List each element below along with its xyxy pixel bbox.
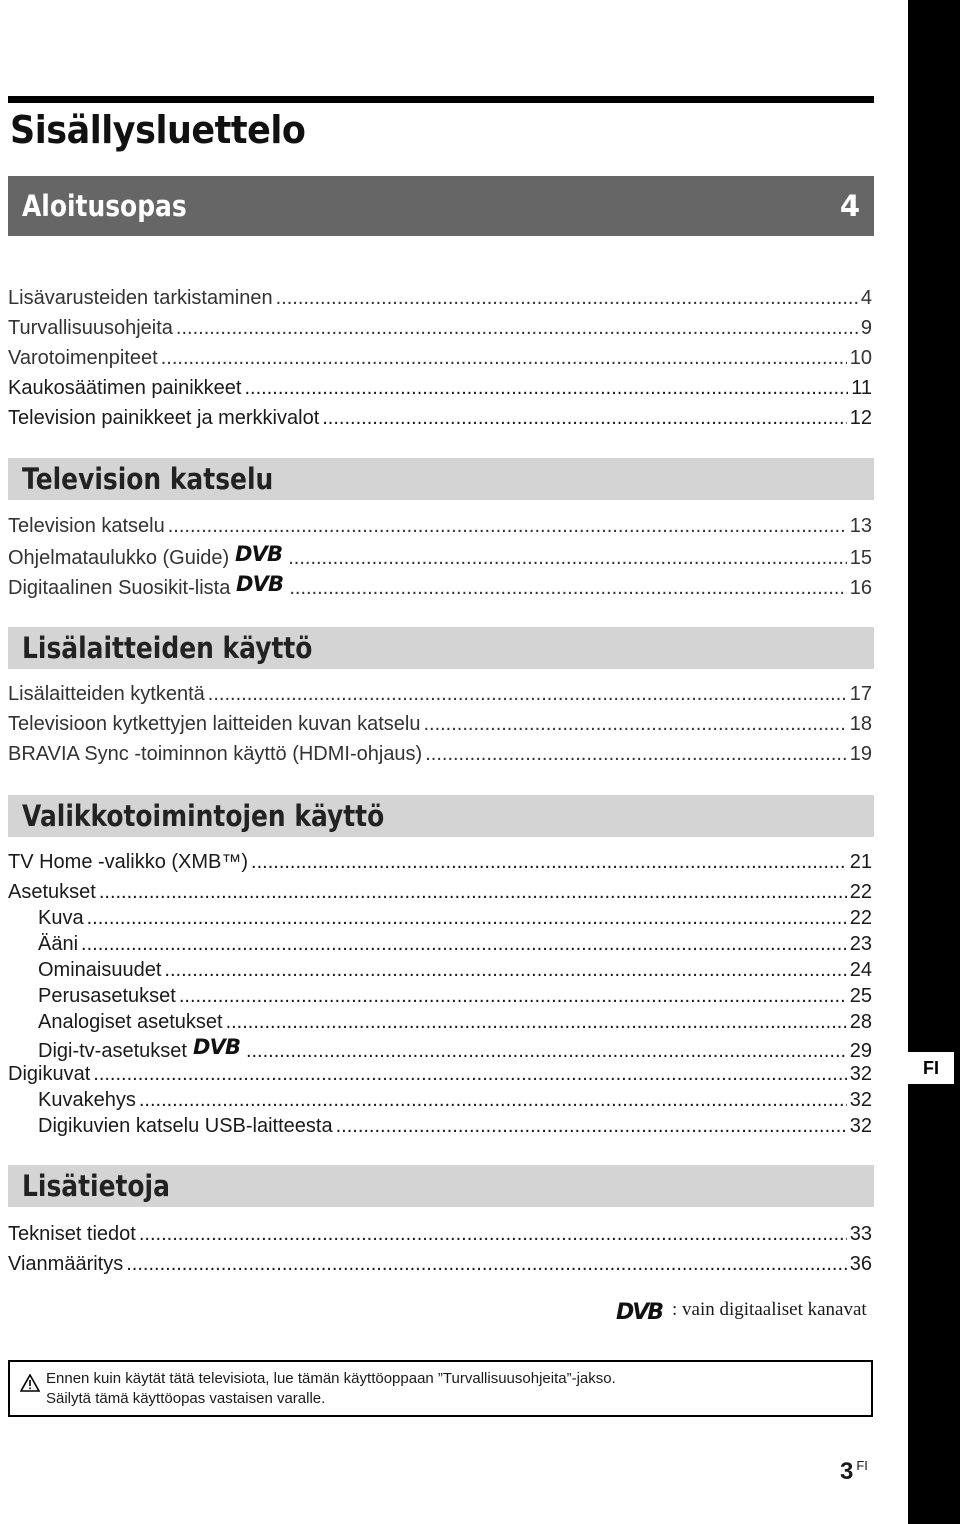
section-header-lisatietoja[interactable] (8, 1165, 874, 1207)
leader-dots (423, 710, 846, 738)
title-rule (8, 96, 874, 103)
section-title: Television katselu (22, 462, 274, 496)
toc-page: 33 (849, 1223, 872, 1245)
toc-label: Kuvakehys (38, 1089, 136, 1111)
toc-entry[interactable] (8, 740, 872, 768)
toc-page: 17 (849, 683, 872, 705)
dvb-logo-icon (193, 1035, 243, 1057)
section-title: Aloitusopas (22, 189, 187, 223)
section-header-television-katselu[interactable] (8, 458, 874, 500)
toc-label: BRAVIA Sync -toiminnon käyttö (HDMI-ohjaus) (8, 743, 423, 765)
section-title: Valikkotoimintojen käyttö (22, 799, 385, 833)
dvb-legend (616, 1298, 867, 1322)
section-title: Lisätietoja (22, 1169, 170, 1203)
toc-page: 25 (849, 985, 872, 1007)
toc-entry[interactable] (8, 1061, 872, 1087)
leader-dots (425, 740, 847, 768)
toc-entry[interactable] (38, 905, 872, 931)
toc-label: Tekniset tiedot (8, 1223, 136, 1245)
section-header-valikkotoimintojen-kaytto[interactable] (8, 795, 874, 837)
leader-dots (126, 1250, 847, 1278)
toc-entry[interactable] (38, 1087, 872, 1113)
language-tab: FI (908, 1052, 954, 1084)
dvb-legend-text: : vain digitaaliset kanavat (672, 1299, 867, 1320)
safety-notice (8, 1360, 873, 1417)
svg-text:DVB: DVB (192, 1035, 241, 1057)
toc-entry[interactable] (8, 374, 872, 402)
page-number-suffix: FI (856, 1458, 868, 1473)
toc-label: Digi-tv-asetukset (38, 1040, 187, 1062)
toc-label: Ominaisuudet (38, 959, 162, 981)
toc-label: Digikuvat (8, 1063, 91, 1085)
dvb-logo-icon (236, 572, 286, 594)
toc-page: 11 (851, 377, 872, 399)
toc-entry[interactable] (8, 542, 872, 570)
side-tab-bar (908, 0, 960, 1524)
section-header-lisalaitteiden-kaytto[interactable] (8, 627, 874, 669)
toc-label: Kuva (38, 907, 84, 929)
toc-label: Lisälaitteiden kytkentä (8, 683, 205, 705)
toc-page: 13 (849, 515, 872, 537)
toc-label: Turvallisuusohjeita (8, 317, 173, 339)
toc-page: 15 (849, 547, 872, 569)
toc-label: Perusasetukset (38, 985, 176, 1007)
toc-entry[interactable] (8, 680, 872, 708)
toc-entry[interactable] (8, 404, 872, 432)
toc-entry[interactable] (8, 572, 872, 600)
toc-page: 22 (849, 881, 872, 903)
toc-page: 16 (849, 577, 872, 599)
dvb-logo-icon (235, 542, 285, 564)
toc-label: Lisävarusteiden tarkistaminen (8, 287, 273, 309)
toc-entry[interactable] (38, 1035, 872, 1061)
leader-dots (139, 1087, 847, 1113)
toc-entry[interactable] (38, 931, 872, 957)
toc-page: 4 (860, 287, 872, 309)
svg-text:DVB: DVB (616, 1300, 664, 1322)
toc-label: Television painikkeet ja merkkivalot (8, 407, 320, 429)
leader-dots (179, 983, 847, 1009)
page-title: Sisällysluettelo (10, 108, 306, 152)
toc-page: 32 (849, 1063, 872, 1085)
toc-page: 24 (849, 959, 872, 981)
leader-dots (139, 1220, 847, 1248)
toc-entry[interactable] (8, 344, 872, 372)
toc-label: Digikuvien katselu USB-laitteesta (38, 1115, 333, 1137)
leader-dots (164, 957, 846, 983)
toc-page: 12 (849, 407, 872, 429)
toc-entry[interactable] (8, 710, 872, 738)
toc-page: 29 (849, 1040, 872, 1062)
leader-dots (168, 512, 847, 540)
leader-dots (289, 574, 846, 602)
dvb-logo-icon (616, 1298, 666, 1322)
toc-entry[interactable] (8, 1250, 872, 1278)
toc-entry[interactable] (8, 879, 872, 905)
toc-entry[interactable] (38, 1113, 872, 1139)
toc-entry[interactable] (8, 314, 872, 342)
toc-page: 9 (860, 317, 872, 339)
leader-dots (336, 1113, 847, 1139)
toc-page: 10 (849, 347, 872, 369)
toc-entry[interactable] (38, 1009, 872, 1035)
notice-line-2: Säilytä tämä käyttöopas vastaisen varalle. (46, 1390, 326, 1407)
toc-page: 18 (849, 713, 872, 735)
toc-page: 22 (849, 907, 872, 929)
leader-dots (176, 314, 858, 342)
leader-dots (288, 544, 847, 572)
toc-label: Television katselu (8, 515, 165, 537)
page-number-value: 3 (840, 1458, 854, 1485)
leader-dots (81, 931, 847, 957)
toc-label: Analogiset asetukset (38, 1011, 223, 1033)
toc-label: Varotoimenpiteet (8, 347, 158, 369)
leader-dots (99, 879, 847, 905)
toc-label: Kaukosäätimen painikkeet (8, 377, 242, 399)
section-page: 4 (839, 189, 860, 223)
toc-label: Televisioon kytkettyjen laitteiden kuvan katselu (8, 713, 421, 735)
toc-entry[interactable] (8, 284, 872, 312)
toc-entry[interactable] (38, 983, 872, 1009)
toc-label: Digitaalinen Suosikit-lista (8, 577, 231, 599)
section-title: Lisälaitteiden käyttö (22, 631, 313, 665)
toc-label: Ääni (38, 933, 79, 955)
svg-text:DVB: DVB (235, 542, 284, 564)
svg-text:DVB: DVB (236, 572, 285, 594)
warning-triangle-icon (20, 1374, 40, 1392)
toc-entry[interactable] (8, 512, 872, 540)
toc-page: 36 (849, 1253, 872, 1275)
toc-page: 32 (849, 1115, 872, 1137)
leader-dots (93, 1061, 846, 1087)
toc-label: TV Home -valikko (XMB™) (8, 851, 249, 873)
leader-dots (244, 374, 848, 402)
notice-line-1: Ennen kuin käytät tätä televisiota, lue tämän käyttöoppaan ”Turvallisuusohjeita”-jakso. (46, 1370, 616, 1387)
leader-dots (322, 404, 847, 432)
leader-dots (226, 1009, 847, 1035)
page-number (840, 1458, 868, 1486)
toc-page: 19 (849, 743, 872, 765)
toc-label: Ohjelmataulukko (Guide) (8, 547, 230, 569)
toc-page: 28 (849, 1011, 872, 1033)
toc-label: Vianmääritys (8, 1253, 124, 1275)
leader-dots (251, 849, 847, 875)
toc-page: 23 (849, 933, 872, 955)
toc-entry[interactable] (8, 1220, 872, 1248)
toc-page: 32 (849, 1089, 872, 1111)
leader-dots (87, 905, 847, 931)
toc-entry[interactable] (38, 957, 872, 983)
section-header-aloitusopas[interactable] (8, 176, 874, 236)
toc-entry[interactable] (8, 849, 872, 875)
leader-dots (161, 344, 847, 372)
leader-dots (208, 680, 847, 708)
toc-label: Asetukset (8, 881, 96, 903)
toc-page: 21 (849, 851, 872, 873)
leader-dots (276, 284, 858, 312)
